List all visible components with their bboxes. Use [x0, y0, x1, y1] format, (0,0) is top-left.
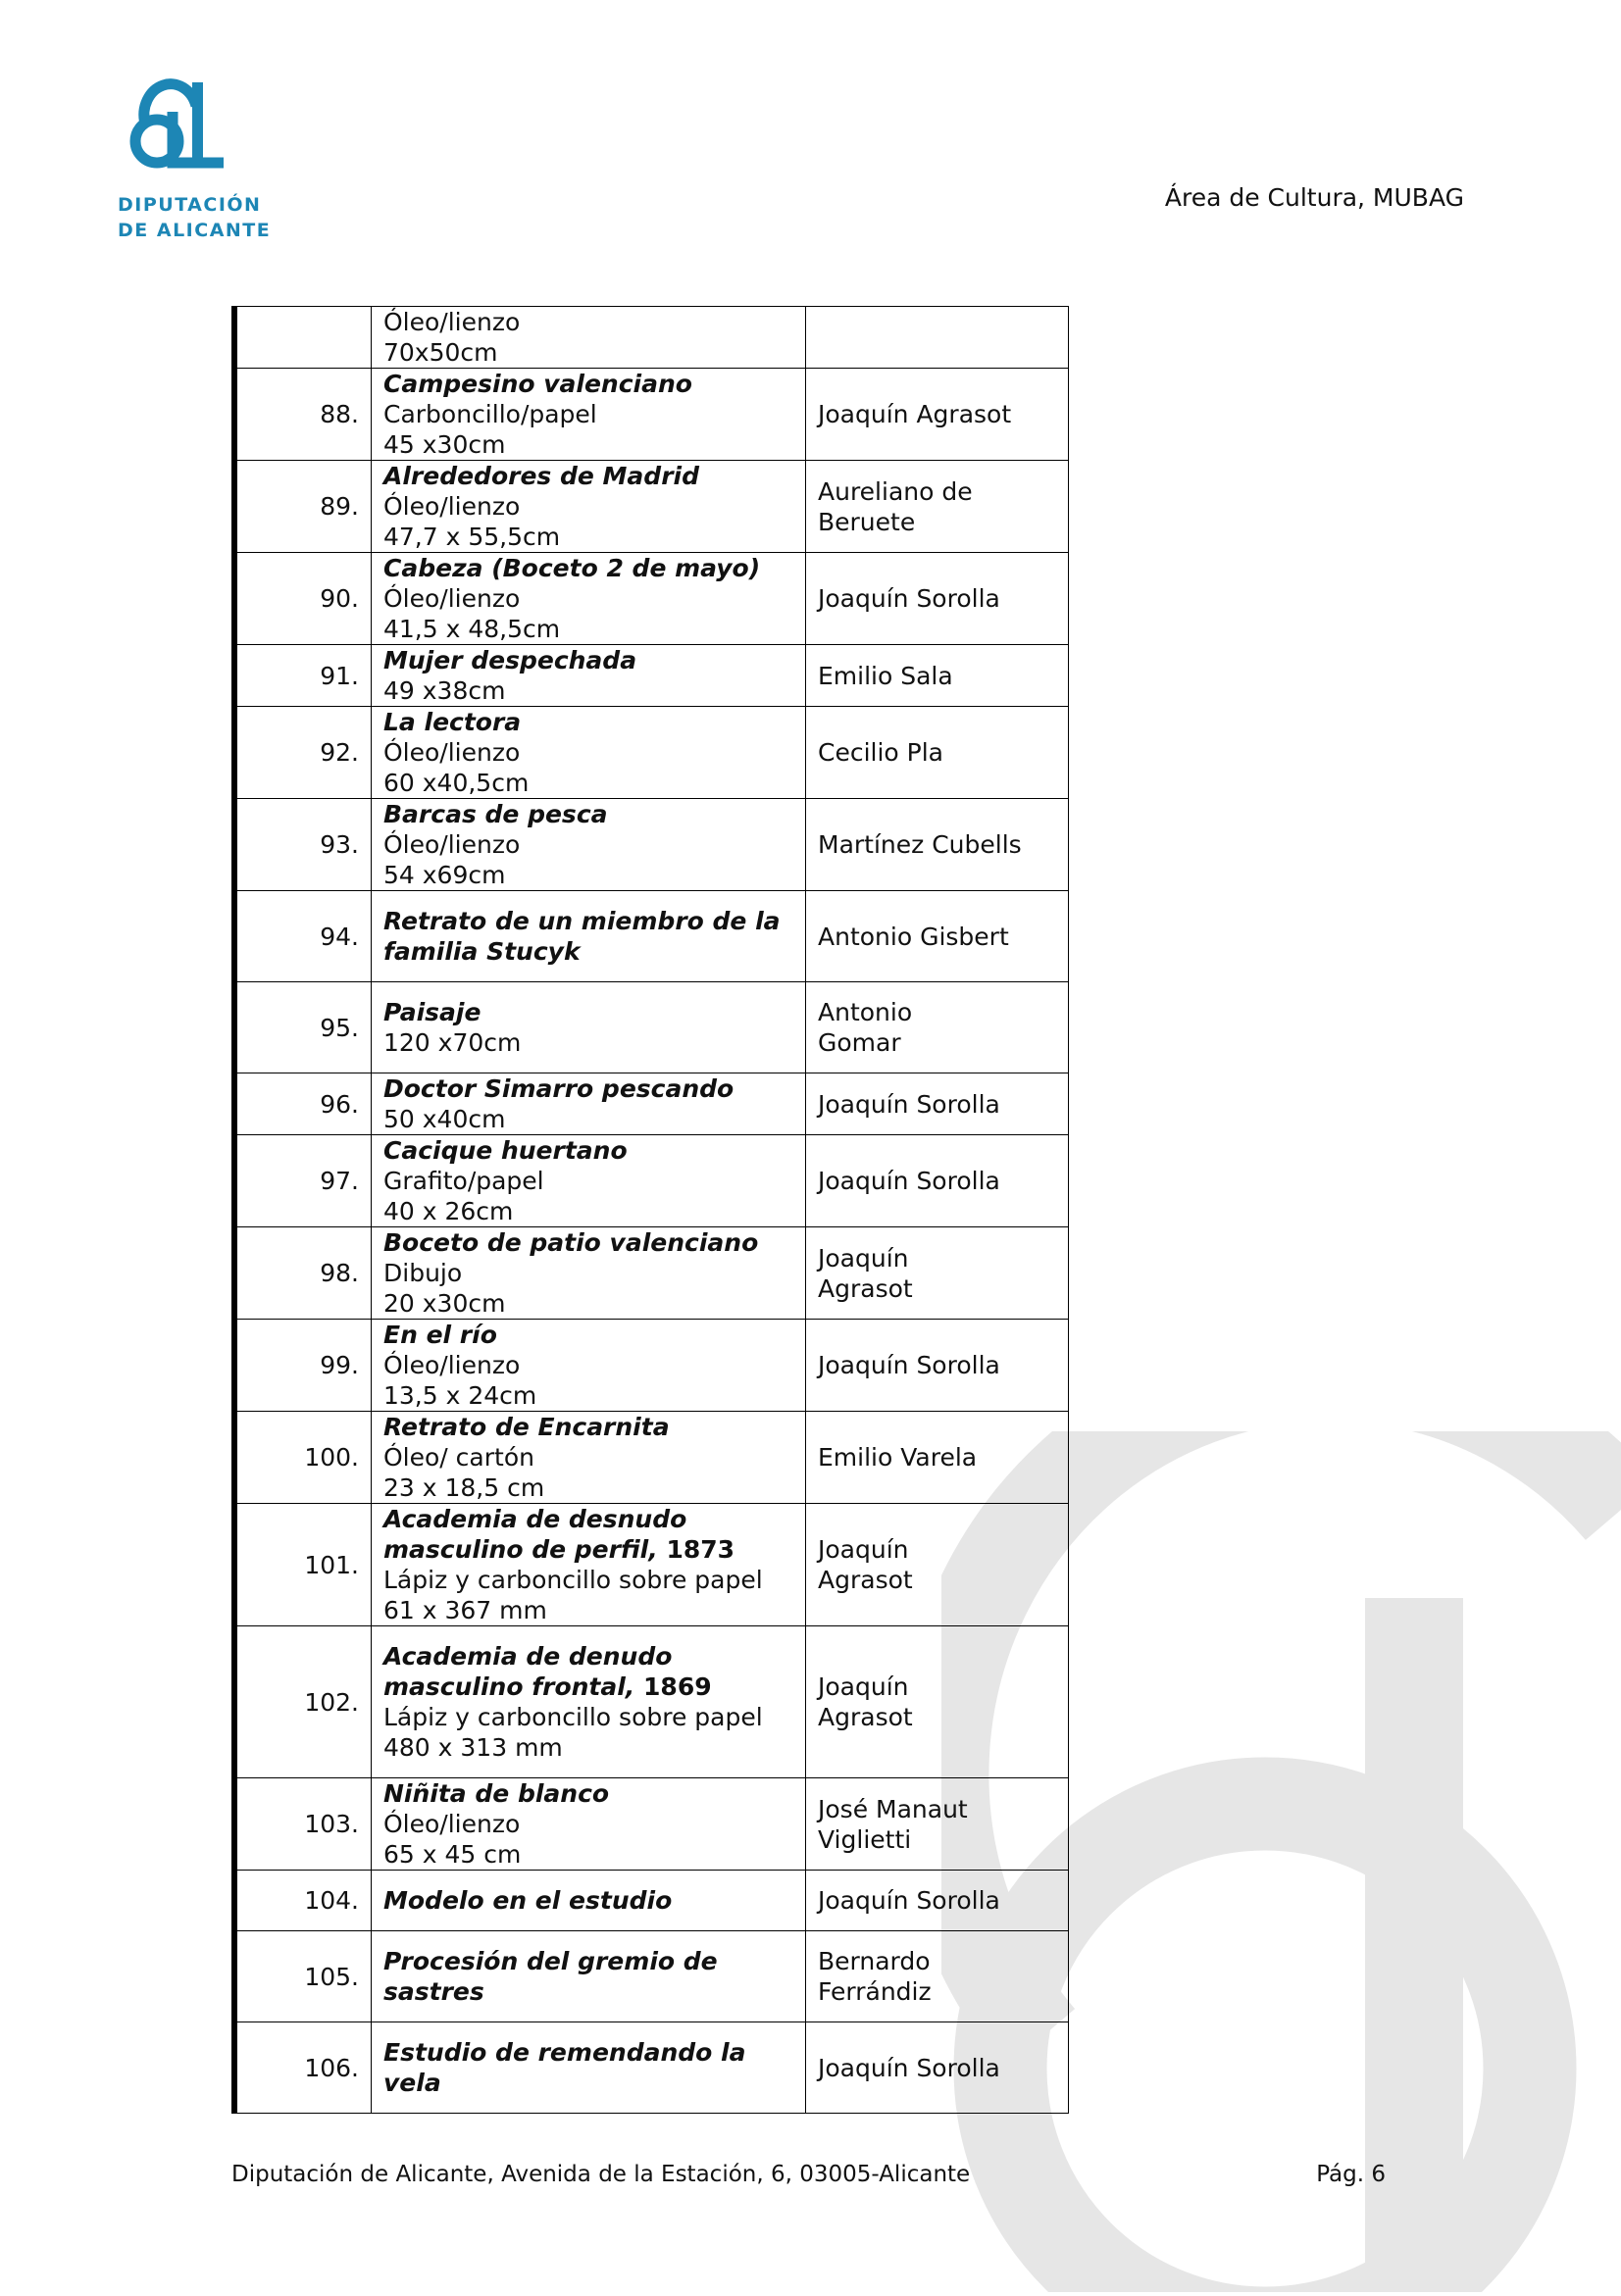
table-row: [234, 1320, 1069, 1412]
artist-name-line: Cecilio Pla: [818, 738, 944, 767]
artwork-dimensions: 480 x 313 mm: [383, 1733, 563, 1762]
artist-name: [806, 553, 1069, 645]
artist-name: [806, 707, 1069, 799]
catalog-number: 92.: [234, 707, 372, 799]
artist-name: [806, 1626, 1069, 1778]
artist-name: [806, 982, 1069, 1073]
artist-name-line: Aureliano de: [818, 476, 973, 506]
artwork-medium: Lápiz y carboncillo sobre papel: [383, 1566, 763, 1594]
artwork-title-text: Modelo en el estudio: [383, 1886, 673, 1915]
artist-name-line: Joaquín Agrasot: [818, 400, 1012, 428]
catalog-number: 106.: [234, 2022, 372, 2114]
artist-name: [806, 1504, 1069, 1626]
artist-name-line: Viglietti: [818, 1824, 912, 1854]
artist-name: [806, 891, 1069, 982]
artwork-title-text: Procesión del gremio de sastres: [383, 1947, 718, 2006]
artwork-medium: Óleo/lienzo: [383, 308, 521, 336]
artwork-details: [372, 1412, 806, 1504]
artwork-dimensions: 120 x70cm: [383, 1028, 522, 1057]
artwork-dimensions: 47,7 x 55,5cm: [383, 523, 561, 551]
artist-name-line: Joaquín: [818, 1672, 909, 1701]
catalog-number: 89.: [234, 461, 372, 553]
catalog-number: 93.: [234, 799, 372, 891]
artwork-dimensions: 45 x30cm: [383, 430, 506, 459]
artwork-medium: Óleo/lienzo: [383, 492, 521, 521]
artist-name: [806, 369, 1069, 461]
catalog-number: 97.: [234, 1135, 372, 1227]
artwork-title-text: Barcas de pesca: [383, 800, 608, 828]
catalog-number: 90.: [234, 553, 372, 645]
org-name-line1: DIPUTACIÓN: [118, 194, 262, 216]
artwork-medium: Óleo/lienzo: [383, 1810, 521, 1838]
artworks-table-body: [234, 307, 1069, 2114]
artist-name: [806, 1135, 1069, 1227]
artwork-details: [372, 707, 806, 799]
artist-name: [806, 645, 1069, 707]
artwork-title-text: Boceto de patio valenciano: [383, 1228, 759, 1257]
artwork-title: [383, 1778, 793, 1809]
artwork-title-text: Niñita de blanco: [383, 1779, 610, 1808]
header-area-label: Área de Cultura, MUBAG: [1164, 183, 1464, 212]
artist-name: [806, 2022, 1069, 2114]
table-row: [234, 1931, 1069, 2022]
artwork-title-text: Estudio de remendando la vela: [383, 2038, 746, 2097]
artist-name-line: Joaquín Sorolla: [818, 2053, 1000, 2082]
artwork-title: [383, 369, 793, 399]
table-row: [234, 1412, 1069, 1504]
artist-name-line: Bernardo: [818, 1947, 931, 1975]
artwork-title: [383, 1946, 793, 2007]
table-row: [234, 1871, 1069, 1931]
artwork-title-text: Academia de denudo masculino frontal,: [383, 1642, 673, 1701]
artwork-title: [383, 1885, 793, 1916]
artwork-dimensions: 49 x38cm: [383, 676, 506, 705]
table-row: [234, 461, 1069, 553]
catalog-number: 98.: [234, 1227, 372, 1320]
artwork-medium: Óleo/lienzo: [383, 1351, 521, 1379]
artwork-title: [383, 1073, 793, 1104]
artwork-dimensions: 50 x40cm: [383, 1105, 506, 1133]
catalog-number: 101.: [234, 1504, 372, 1626]
artist-name-line: Joaquín Sorolla: [818, 1351, 1000, 1379]
artwork-medium: Óleo/ cartón: [383, 1443, 534, 1472]
artwork-title: [383, 2037, 793, 2098]
artwork-dimensions: 61 x 367 mm: [383, 1596, 547, 1624]
artwork-details: [372, 1073, 806, 1135]
artwork-title-text: Campesino valenciano: [383, 370, 692, 398]
artwork-year: 1869: [643, 1672, 712, 1701]
artwork-details: [372, 799, 806, 891]
table-row: [234, 1778, 1069, 1871]
artwork-title-text: La lectora: [383, 708, 522, 736]
artwork-title: [383, 1320, 793, 1350]
artwork-title: [383, 1135, 793, 1166]
artwork-dimensions: 41,5 x 48,5cm: [383, 615, 561, 643]
artist-name-line: Emilio Varela: [818, 1443, 978, 1472]
artist-name: [806, 307, 1069, 369]
artwork-details: [372, 1626, 806, 1778]
table-row: [234, 982, 1069, 1073]
table-row: [234, 1135, 1069, 1227]
artwork-title-text: Doctor Simarro pescando: [383, 1074, 735, 1103]
artist-name-line: Joaquín: [818, 1535, 909, 1564]
catalog-number: 95.: [234, 982, 372, 1073]
artist-name-line: Joaquín: [818, 1243, 909, 1273]
artwork-dimensions: 65 x 45 cm: [383, 1840, 522, 1869]
footer-address: Diputación de Alicante, Avenida de la Estación, 6, 03005-Alicante: [231, 2162, 971, 2187]
artist-name: [806, 1778, 1069, 1871]
artwork-details: [372, 891, 806, 982]
artwork-year: 1873: [666, 1535, 735, 1564]
table-row: [234, 553, 1069, 645]
artwork-title: [383, 997, 793, 1027]
catalog-number: 104.: [234, 1871, 372, 1931]
artist-name-line: Joaquín Sorolla: [818, 1089, 1000, 1119]
artwork-medium: Óleo/lienzo: [383, 830, 521, 859]
table-row: [234, 799, 1069, 891]
artwork-title: [383, 799, 793, 829]
artwork-dimensions: 70x50cm: [383, 338, 498, 367]
artwork-title: [383, 1227, 793, 1258]
catalog-number: 96.: [234, 1073, 372, 1135]
artwork-details: [372, 1320, 806, 1412]
artwork-details: [372, 1227, 806, 1320]
table-row: [234, 2022, 1069, 2114]
artist-name-line: José Manaut: [818, 1794, 968, 1823]
artist-name-line: Joaquín Sorolla: [818, 1886, 1000, 1915]
artwork-medium: Lápiz y carboncillo sobre papel: [383, 1703, 763, 1731]
artwork-details: [372, 307, 806, 369]
artworks-table: [231, 306, 1069, 2114]
artist-name-line: Antonio: [818, 998, 913, 1026]
table-row: [234, 645, 1069, 707]
artwork-title-text: Retrato de un miembro de la familia Stucyk: [383, 907, 781, 966]
org-name-line2: DE ALICANTE: [118, 220, 272, 241]
artwork-medium: Óleo/lienzo: [383, 584, 521, 613]
catalog-number: 105.: [234, 1931, 372, 2022]
artist-name-line: Agrasot: [818, 1273, 913, 1303]
artwork-title: [383, 707, 793, 737]
artwork-details: [372, 2022, 806, 2114]
organization-name: [118, 192, 271, 243]
artwork-title: [383, 1412, 793, 1442]
artwork-title-text: Paisaje: [383, 998, 481, 1026]
artwork-dimensions: 23 x 18,5 cm: [383, 1473, 545, 1502]
artist-name-line: Beruete: [818, 507, 916, 536]
artwork-dimensions: 54 x69cm: [383, 861, 506, 889]
artist-name: [806, 461, 1069, 553]
artwork-title-text: En el río: [383, 1321, 497, 1349]
catalog-number: 94.: [234, 891, 372, 982]
artwork-details: [372, 1135, 806, 1227]
artwork-title-text: Academia de desnudo masculino de perfil,: [383, 1505, 687, 1564]
artist-name-line: Gomar: [818, 1028, 901, 1057]
artist-name: [806, 1227, 1069, 1320]
artwork-dimensions: 20 x30cm: [383, 1289, 506, 1318]
table-row: [234, 307, 1069, 369]
artwork-details: [372, 369, 806, 461]
artist-name-line: Emilio Sala: [818, 661, 953, 690]
artwork-details: [372, 1931, 806, 2022]
artist-name: [806, 1412, 1069, 1504]
table-row: [234, 891, 1069, 982]
artist-name: [806, 1931, 1069, 2022]
table-row: [234, 1227, 1069, 1320]
artwork-details: [372, 553, 806, 645]
artwork-title: [383, 645, 793, 675]
artist-name-line: Antonio Gisbert: [818, 922, 1009, 951]
artwork-medium: Carboncillo/papel: [383, 400, 597, 428]
artwork-title: [383, 1504, 793, 1565]
artist-name: [806, 799, 1069, 891]
artwork-dimensions: 13,5 x 24cm: [383, 1381, 537, 1410]
catalog-number: 100.: [234, 1412, 372, 1504]
artist-name-line: Joaquín Sorolla: [818, 584, 1000, 613]
table-row: [234, 1626, 1069, 1778]
artist-name: [806, 1320, 1069, 1412]
artist-name: [806, 1871, 1069, 1931]
artwork-dimensions: 40 x 26cm: [383, 1197, 514, 1225]
catalog-number: 91.: [234, 645, 372, 707]
artist-name-line: Joaquín Sorolla: [818, 1167, 1000, 1195]
catalog-number: [234, 307, 372, 369]
artwork-title-text: Cabeza (Boceto 2 de mayo): [383, 554, 761, 582]
artwork-details: [372, 1504, 806, 1626]
artwork-details: [372, 1778, 806, 1871]
artwork-medium: Óleo/lienzo: [383, 738, 521, 767]
artwork-medium: Dibujo: [383, 1259, 463, 1287]
artwork-details: [372, 461, 806, 553]
artwork-title: [383, 553, 793, 583]
catalog-number: 103.: [234, 1778, 372, 1871]
artwork-title: [383, 461, 793, 491]
artist-name-line: Ferrándiz: [818, 1977, 932, 2006]
artwork-title-text: Cacique huertano: [383, 1136, 628, 1165]
artist-name-line: Martínez Cubells: [818, 830, 1022, 859]
artwork-details: [372, 1871, 806, 1931]
table-row: [234, 1504, 1069, 1626]
catalog-number: 88.: [234, 369, 372, 461]
artist-name: [806, 1073, 1069, 1135]
artwork-title: [383, 1641, 793, 1702]
artist-name-line: Agrasot: [818, 1566, 913, 1594]
artwork-details: [372, 645, 806, 707]
artwork-title-text: Alrededores de Madrid: [383, 462, 699, 490]
artwork-medium: Grafito/papel: [383, 1167, 544, 1195]
catalog-number: 102.: [234, 1626, 372, 1778]
artwork-title: [383, 906, 793, 967]
catalog-number: 99.: [234, 1320, 372, 1412]
table-row: [234, 707, 1069, 799]
artist-name-line: Agrasot: [818, 1703, 913, 1731]
table-row: [234, 369, 1069, 461]
artwork-title-text: Mujer despechada: [383, 646, 637, 674]
artwork-details: [372, 982, 806, 1073]
artwork-title-text: Retrato de Encarnita: [383, 1413, 670, 1441]
table-row: [234, 1073, 1069, 1135]
page-number: Pág. 6: [1316, 2162, 1386, 2187]
artwork-dimensions: 60 x40,5cm: [383, 769, 530, 797]
